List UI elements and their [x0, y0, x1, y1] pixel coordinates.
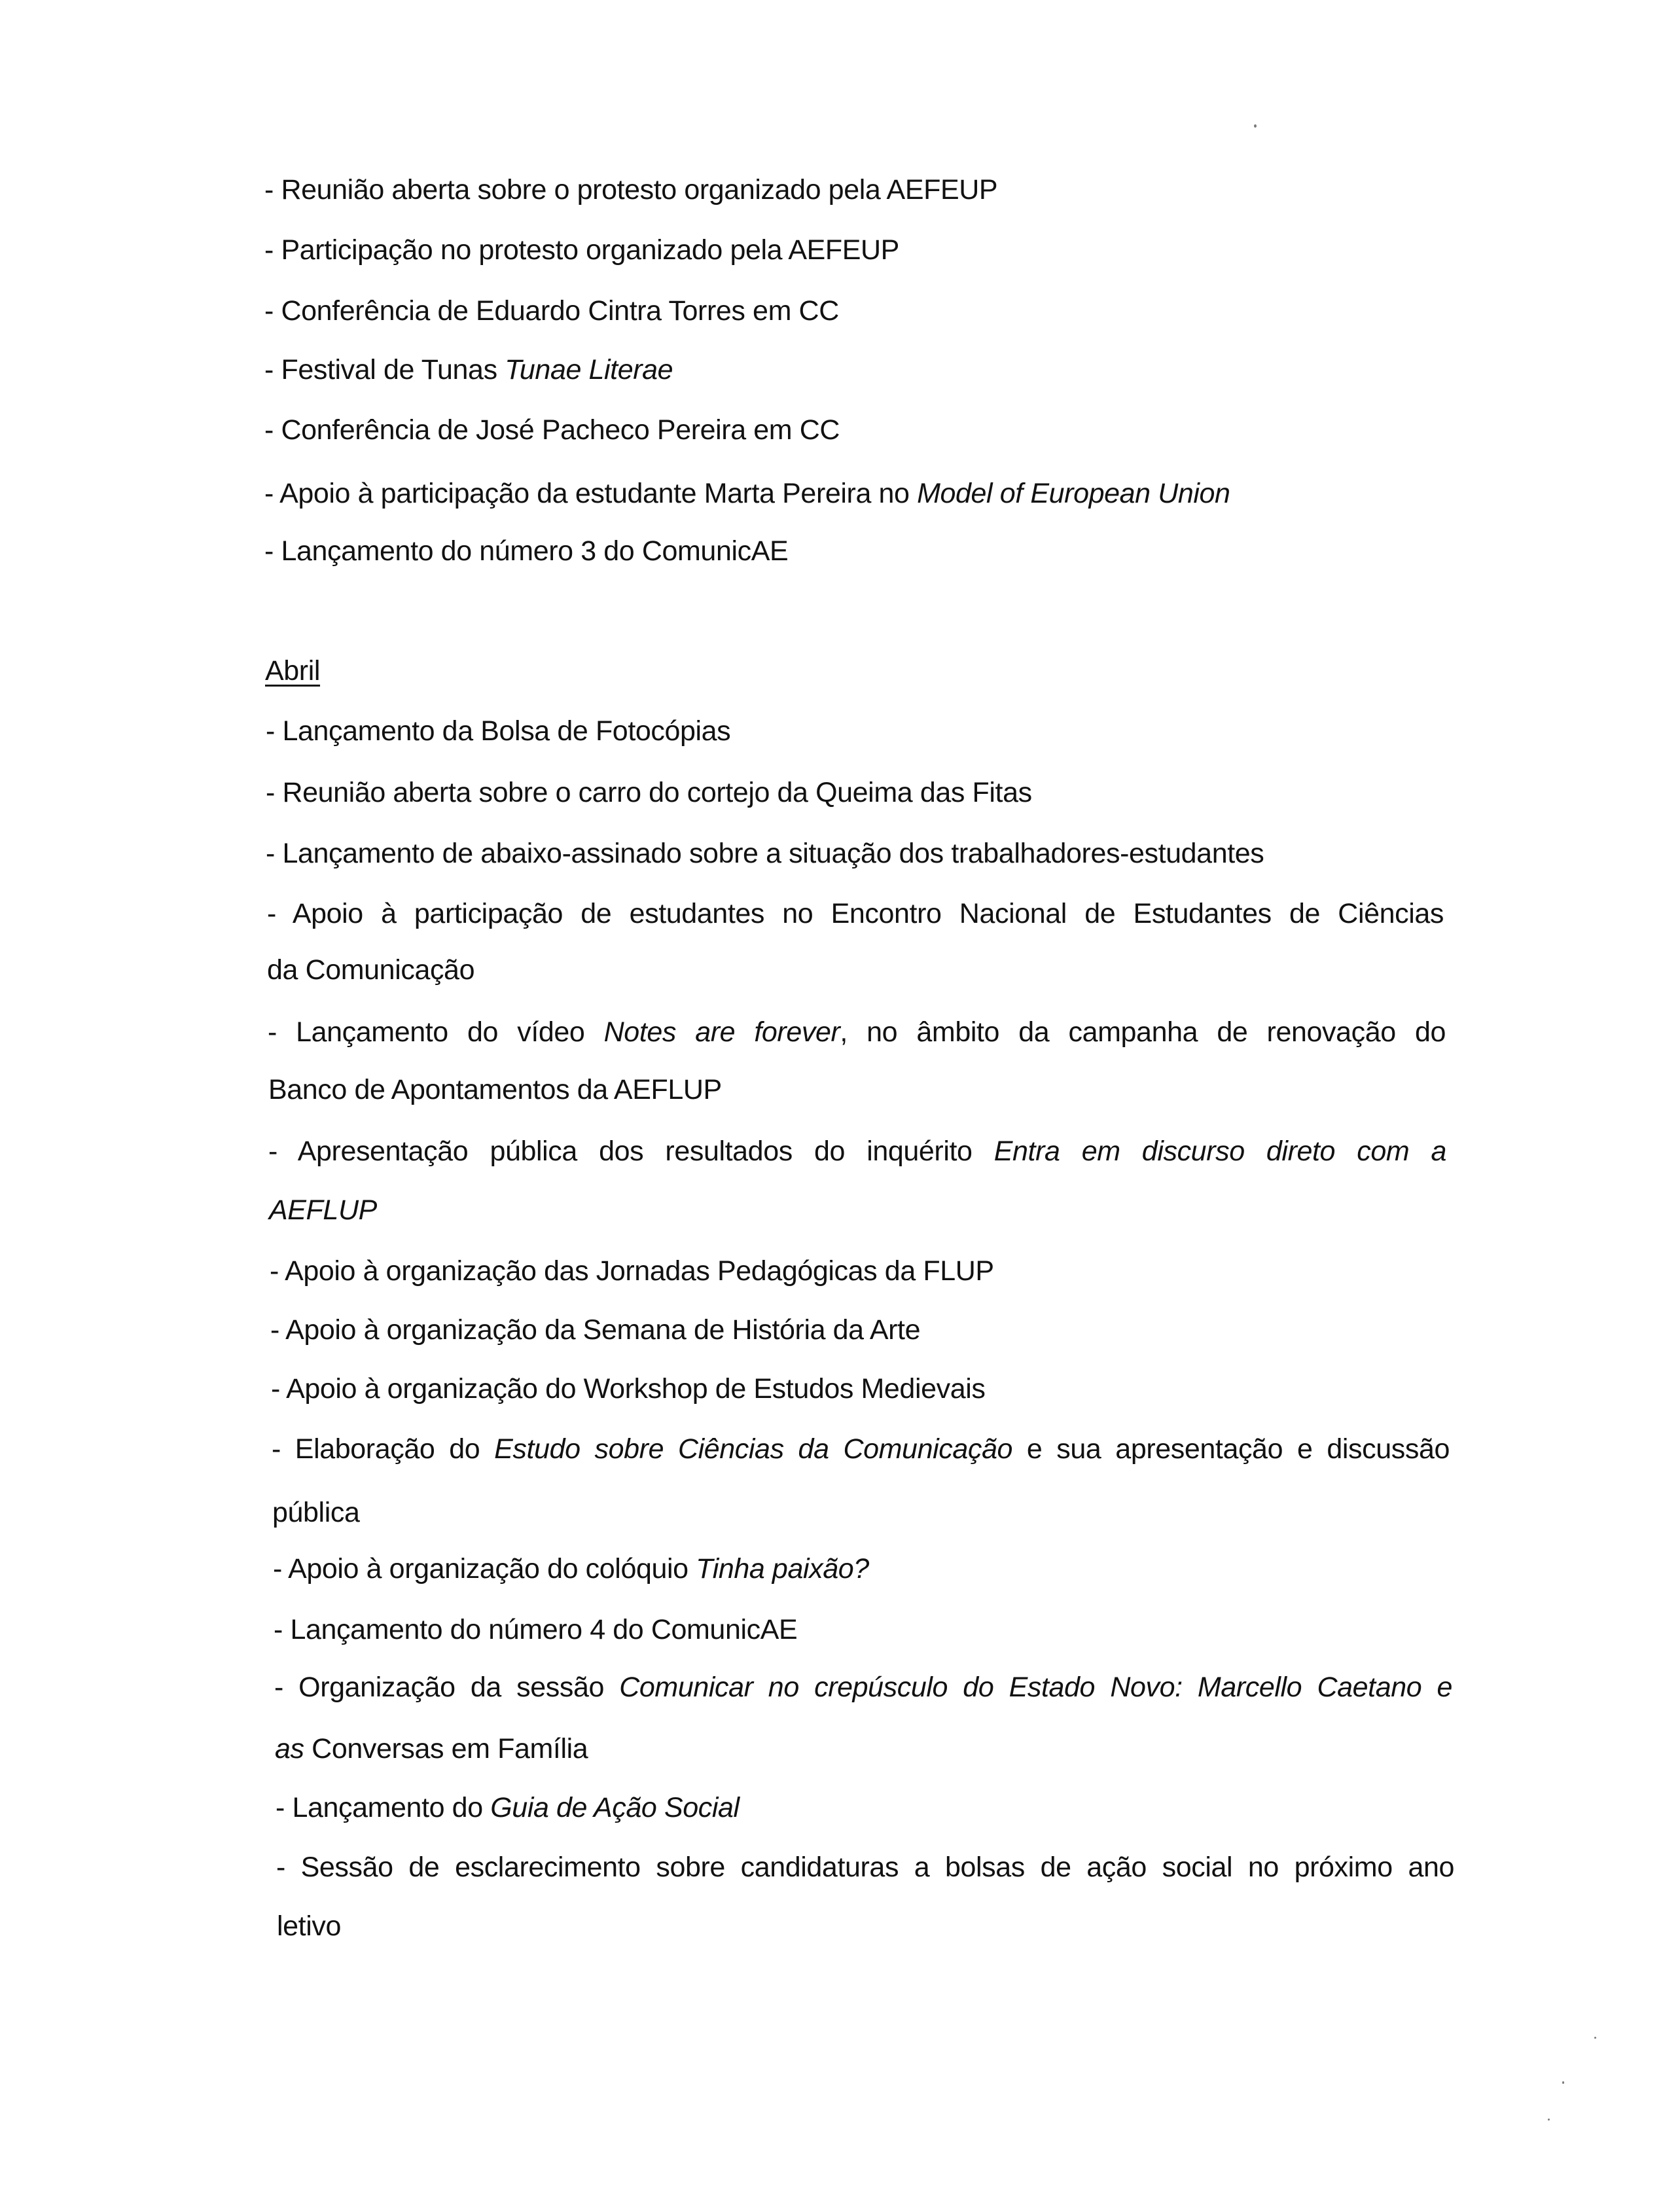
- item-italic-title: Entra em discurso direto com a: [993, 1136, 1446, 1167]
- scan-speck: [1562, 2081, 1564, 2084]
- scan-speck: [1594, 2037, 1596, 2039]
- item-italic-title: Notes are forever: [603, 1016, 840, 1048]
- list-item: - Reunião aberta sobre o carro do cortejo da Queima das Fitas: [266, 777, 1032, 808]
- item-text: - Lançamento do vídeo: [268, 1016, 604, 1048]
- list-item: [264, 350, 673, 389]
- list-item: [272, 1429, 1450, 1469]
- list-item: [276, 1788, 740, 1827]
- item-text: - Elaboração do: [272, 1433, 495, 1465]
- item-italic-title: Tunae Literae: [505, 354, 673, 385]
- list-item: - Conferência de José Pacheco Pereira em CC: [264, 414, 840, 446]
- section-heading: Abril: [265, 655, 321, 687]
- list-item: [264, 474, 1230, 513]
- list-item: [268, 1012, 1446, 1052]
- list-item: [273, 1549, 869, 1588]
- list-item: - Lançamento da Bolsa de Fotocópias: [266, 715, 731, 747]
- item-text: Conversas em Família: [304, 1733, 588, 1764]
- item-italic-title: AEFLUP: [269, 1194, 377, 1226]
- list-item-continuation: da Comunicação: [267, 954, 475, 986]
- item-italic-title: Tinha paixão?: [696, 1553, 869, 1585]
- item-text: - Apresentação pública dos resultados do inquérito: [268, 1136, 994, 1167]
- list-item: - Sessão de esclarecimento sobre candidaturas a bolsas de ação social no próximo ano: [276, 1852, 1454, 1883]
- list-item-continuation: [269, 1191, 377, 1230]
- list-item: - Lançamento do número 4 do ComunicAE: [274, 1614, 798, 1645]
- item-italic-title: Estudo sobre Ciências da Comunicação: [494, 1433, 1012, 1465]
- list-item: [268, 1132, 1446, 1171]
- list-item: - Apoio à organização do Workshop de Estudos Medievais: [271, 1373, 986, 1405]
- item-text: - Organização da sessão: [274, 1672, 620, 1703]
- scan-speck: [1254, 124, 1257, 128]
- list-item-continuation: pública: [272, 1497, 360, 1528]
- item-italic-title: Comunicar no crepúsculo do Estado Novo: Marcello Caetano e: [619, 1672, 1453, 1703]
- item-text: - Lançamento do: [276, 1792, 491, 1823]
- list-item: - Conferência de Eduardo Cintra Torres em CC: [264, 295, 839, 327]
- list-item: - Reunião aberta sobre o protesto organizado pela AEFEUP: [264, 174, 998, 206]
- list-item: - Lançamento do número 3 do ComunicAE: [264, 535, 789, 567]
- list-item-continuation: [275, 1729, 588, 1768]
- list-item: - Participação no protesto organizado pela AEFEUP: [264, 234, 899, 266]
- list-item-continuation: letivo: [277, 1910, 341, 1942]
- item-italic-title: Guia de Ação Social: [490, 1792, 740, 1823]
- item-italic-word: as: [275, 1733, 304, 1764]
- list-item-continuation: Banco de Apontamentos da AEFLUP: [268, 1074, 722, 1105]
- item-text: - Apoio à organização do colóquio: [273, 1553, 696, 1585]
- item-italic-title: Model of European Union: [917, 478, 1230, 509]
- scan-speck: [1548, 2119, 1550, 2121]
- item-text: , no âmbito da campanha de renovação do: [840, 1016, 1446, 1048]
- item-text: - Apoio à participação da estudante Marta Pereira no: [264, 478, 918, 509]
- list-item: - Lançamento de abaixo-assinado sobre a situação dos trabalhadores-estudantes: [266, 838, 1264, 869]
- list-item: - Apoio à organização da Semana de História da Arte: [270, 1314, 921, 1346]
- list-item: - Apoio à organização das Jornadas Pedagógicas da FLUP: [270, 1255, 994, 1287]
- list-item: [274, 1668, 1452, 1707]
- item-text: e sua apresentação e discussão: [1012, 1433, 1450, 1465]
- list-item: - Apoio à participação de estudantes no Encontro Nacional de Estudantes de Ciências: [267, 898, 1444, 929]
- item-text: - Festival de Tunas: [264, 354, 505, 385]
